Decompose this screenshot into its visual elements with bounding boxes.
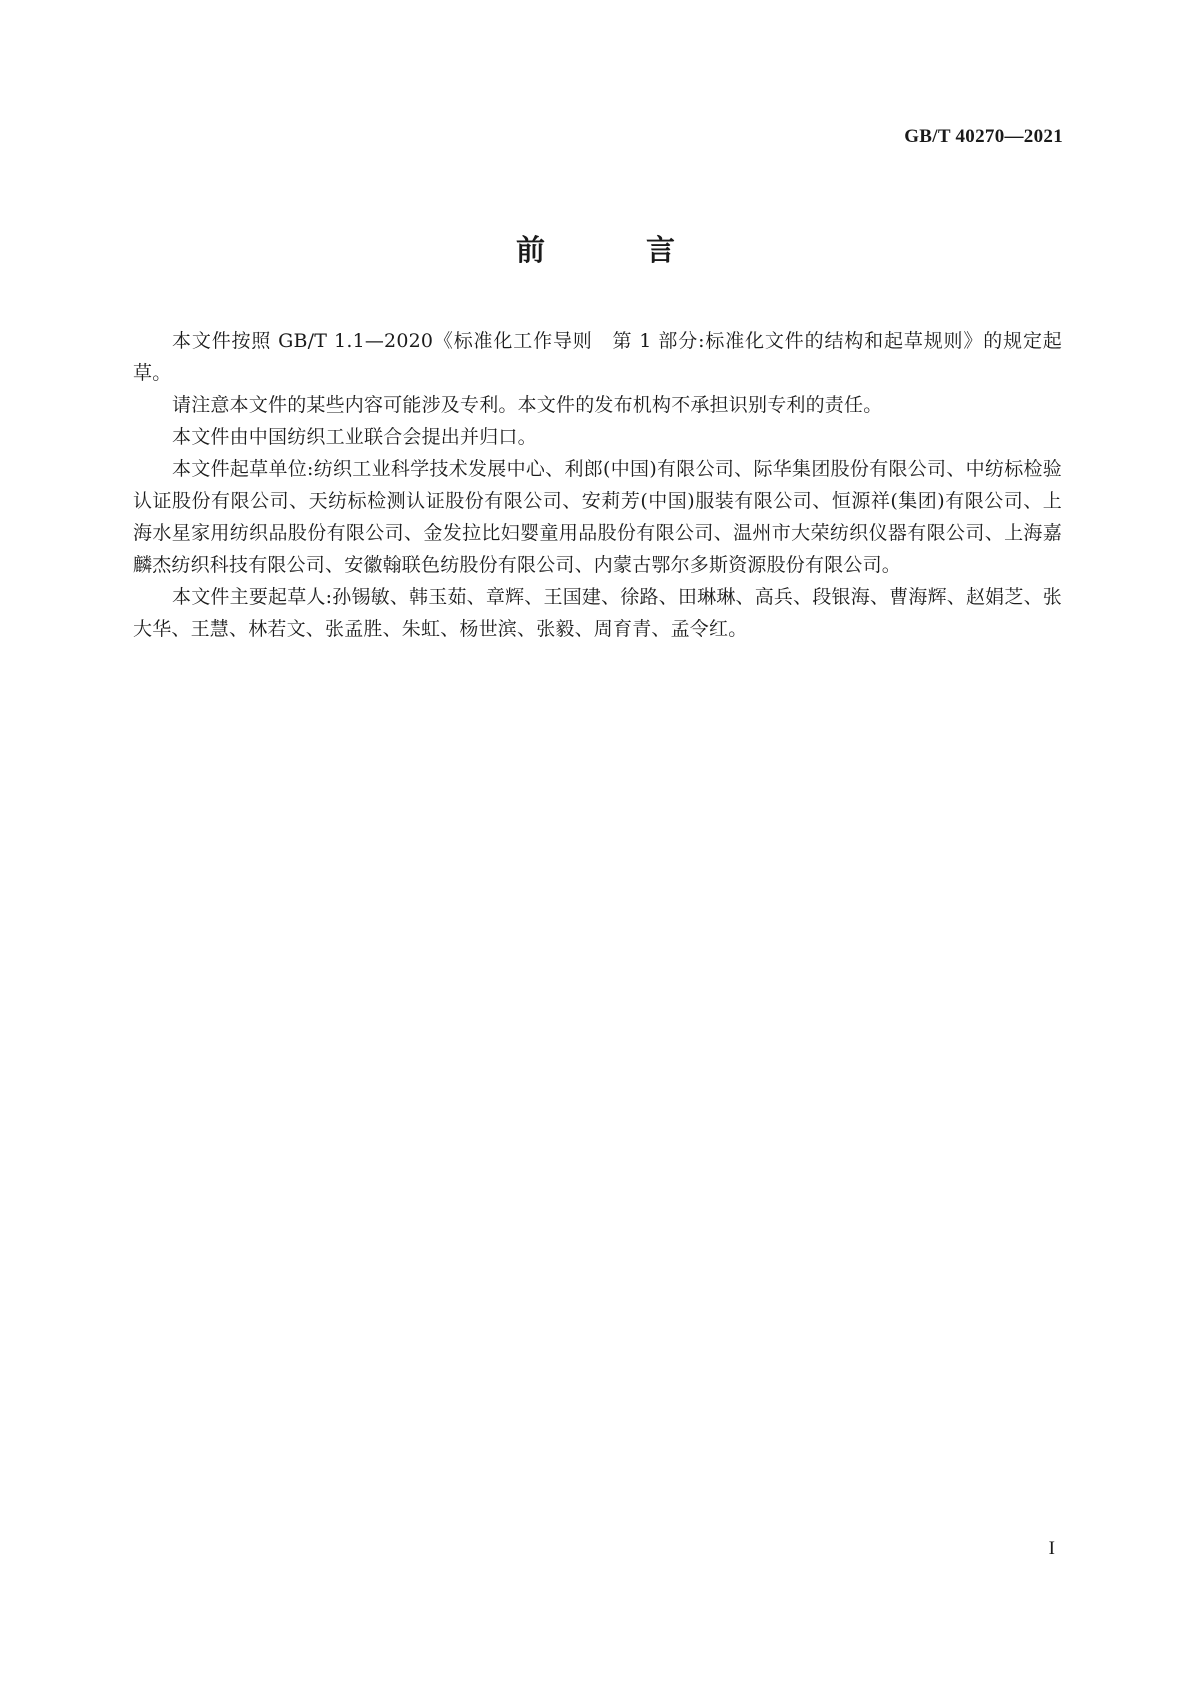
foreword-body [133, 325, 1062, 645]
paragraph-drafters: 本文件主要起草人:孙锡敏、韩玉茹、章辉、王国建、徐路、田琳琳、高兵、段银海、曹海辉、赵娟芝、张大华、王慧、林若文、张孟胜、朱虹、杨世滨、张毅、周育青、孟令红。 [133, 586, 1062, 640]
page-number: I [1048, 1538, 1055, 1559]
paragraph-patent-notice: 请注意本文件的某些内容可能涉及专利。本文件的发布机构不承担识别专利的责任。 [172, 394, 883, 416]
paragraph-drafting-rules: 本文件按照 GB/T 1.1—2020《标准化工作导则 第 1 部分:标准化文件的结构和起草规则》的规定起草。 [133, 330, 1062, 384]
paragraph-proposer: 本文件由中国纺织工业联合会提出并归口。 [172, 426, 537, 448]
paragraph-drafting-units: 本文件起草单位:纺织工业科学技术发展中心、利郎(中国)有限公司、际华集团股份有限公司、中纺标检验认证股份有限公司、天纺标检测认证股份有限公司、安莉芳(中国)服装有限公司、恒源祥(集团)有限公司、上海水星家用纺织品股份有限公司、金发拉比妇婴童用品股份有限公司、温州市大荣纺织仪器有限公司、上海嘉麟杰纺织科技有限公司、安徽翰联色纺股份有限公司、内蒙古鄂尔多斯资源股份有限公司。 [133, 458, 1062, 576]
page-title: 前 言 [515, 233, 711, 267]
standard-code: GB/T 40270—2021 [904, 126, 1063, 147]
